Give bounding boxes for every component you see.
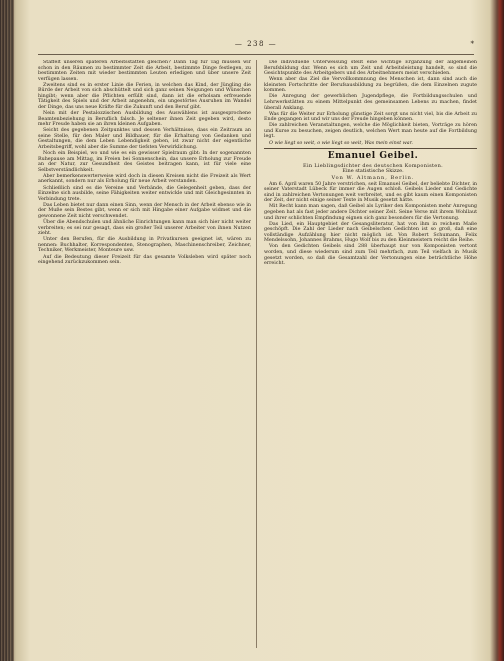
right-column: [264, 60, 477, 650]
paragraph: Über die Abendschulen und ähnliche Einrichtungen kann man sich hier nicht weiter verbreiten; es sei nur gesagt, dass ein großer Teil unserer Arbeiter von ihnen Nutzen zieht.: [38, 220, 251, 237]
column-divider: [256, 60, 257, 648]
paragraph: Das Leben bietet nur dann einen Sinn, wenn der Mensch in der Arbeit ebenso wie in der Muße sein Bestes gibt, wenn er sich mit Hingabe einer Aufgabe widmet und die gewonnene Zeit nicht verschwendet.: [38, 202, 251, 219]
page: [20, 8, 492, 656]
paragraph: Staffelt unseren späteren Arbeitsstätten gleichen? Dann Tag für Tag müssen wir schon in den Räumen zu bestimmter Zeit die Arbeit, bestimmte Dinge festlegen, zu bestimmten Zeiten mit wieder bestimmten Leuten erledigen und über unsere Zeit verfügen lassen.: [38, 60, 251, 82]
paragraph: Das Lied, ein Hauptgebiet der Gesangsliteratur, hat von ihm in reichem Maße geschöpft. Die Zahl der Lieder nach Geibelschen Gedichten ist so groß, daß eine vollständige Aufzählung hier nicht möglich ist. Von Robert Schumann, Felix Mendelssohn, Johannes Brahms, Hugo Wolf bis zu den Kleinmeistern reicht die Reihe.: [264, 221, 477, 244]
paragraph: Die Anregung der gewerblichen Jugendpflege, die Fortbildungsschulen und Lehrwerkstätten zu einem Mittelpunkt des gemeinsamen Lebens zu machen, findet überall Anklang.: [264, 94, 477, 111]
paragraph: Seicht des gegebenen Zeitpunktes und dessen Verhältnisse, dass ein Zeitraum an seine Stelle, für den Maler und Bildhauer, für die Erhaltung von Gedanken und Gestaltungen, die dem Leben Lebendigkeit geben, ist zwar nicht der eigentliche Arbeitsbegriff, wohl aber die Summe der tiefsten Verwirklichung.: [38, 128, 251, 150]
paragraph: Die individuelle Unterweisung stellt eine wichtige Ergänzung der allgemeinen Berufsbildung dar. Wenn es sich um Zeit und Arbeitsleistung handelt, so sind die Gesichtspunkte des Arbeitgebers und des Arbeitnehmers meist verschieden.: [264, 60, 477, 77]
paragraph: Mit Recht kann man sagen, daß Geibel als Lyriker den Komponisten mehr Anregung gegeben hat als fast jeder andere Dichter seiner Zeit. Seine Verse mit ihrem Wohllaut und ihrer schlichten Empfindung eignen sich ganz besonders für die Vertonung.: [264, 204, 477, 221]
paragraph: Nein mit der Pestalozzischen Ausbildung des Auswählens ist ausgesprochene Beamtenbeziehung in Beruflich falsch. Je seltener ihnen Zeit gegeben wird, desto mehr Freude haben sie an ihren kleinen Aufgaben.: [38, 111, 251, 128]
section-rule: [264, 148, 477, 149]
paragraph: Noch ein Beispiel, wo und wie es ein gewisser Spielraum gibt: In der sogenannten Ruhepause am Mittag, im Freien bei Sonnenschein, das unsere Erholung zur Freude an der Natur, zur Gesundheit des Geistes beitragen kann, ist für viele eine Selbstverständlichkeit.: [38, 151, 251, 173]
page-edges: [0, 0, 14, 661]
poem-quote: O wie liegt so weit, o wie liegt so weit, Was mein einst war.: [269, 140, 413, 146]
paragraph: Auf die Bedeutung dieser Freizeit für das gesamte Volksleben wird später noch eingehend zurückzukommen sein.: [38, 254, 251, 266]
article-subtitle: Ein Lieblingsdichter des deutschen Komponisten.: [303, 162, 443, 169]
paragraph: Die zahlreichen Veranstaltungen, welche die Möglichkeit bieten, Vorträge zu hören und Kurse zu besuchen, zeigen deutlich, welchen Wert man heute auf die Fortbildung legt.: [264, 123, 477, 140]
paragraph: Zweitens sind es in erster Linie die Ferien, in welchen das Kind, der Jüngling die Bürde der Arbeit von sich abschüttelt und sich ganz seinen Neigungen und Wünschen hingibt; wenn aber die Pflichten erfüllt sind, dann ist die erholsam erfreuende Tätigkeit des Spiels und der Arbeit angenehm, ein ungestörtes Ausruhen im Wandel der Dinge, das uns neue Kräfte für die Zukunft und den Beruf gibt.: [38, 82, 251, 110]
article-title: Emanuel Geibel.: [327, 151, 419, 162]
page-number: — 238 —: [234, 40, 278, 48]
paragraph: Von den Gedichten Geibels sind 288 überhaupt nur von Komponisten vertont worden, und diese wiederum sind zum Teil mehrfach, zum Teil vielfach in Musik gesetzt worden, so daß die Gesamtzahl der Vertonungen eine beträchtliche Höhe erreicht.: [264, 244, 477, 267]
paragraph: Schließlich sind es die Vereine und Verbände, die Gelegenheit geben, dass der Einzelne sich ausbilde, seine Fähigkeiten weiter entwickle und mit Gleichgesinnten in Verbindung trete.: [38, 185, 251, 202]
left-column: [38, 60, 251, 650]
article-author: Von W. Altmann, Berlin.: [331, 174, 415, 181]
running-head: [38, 38, 474, 55]
paragraph: Was für die Weiter zur Erholung günstige Zeit sorgt uns nicht viel, bis die Arbeit zu Ende gegangen ist und wir uns der Freude hingeben können.: [264, 111, 477, 123]
paragraph: Am 6. April waren 50 Jahre verstrichen, seit Emanuel Geibel, der beliebte Dichter, in seiner Vaterstadt Lübeck für immer die Augen schloß. Geibels Lieder und Gedichte sind in zahlreichen Vertonungen weit verbreitet, und es gibt kaum einen Komponisten der Zeit, der nicht einige seiner Texte in Musik gesetzt hätte.: [264, 181, 477, 204]
paragraph: Unter den Berufen, für die Ausbildung in Privatkursen geeignet ist, wären zu nennen: Buchhalter, Korrespondenten, Stenographen, Maschinenschreiber, Zeichner, Techniker, Werkmeister, Monteure usw.: [38, 237, 251, 254]
paragraph: Aber bemerkenswerterweise wird doch in diesen Kreisen nicht die Freizeit als Wert anerkannt, sondern nur als Erholung für neue Arbeit verstanden.: [38, 173, 251, 185]
header-mark: *: [470, 40, 474, 48]
paragraph: Wenn aber das Ziel die Vervollkommnung des Menschen ist, dann sind auch die kleinsten Fortschritte der Berufsausbildung zu begrüßen, die dem Einzelnen zugute kommen.: [264, 77, 477, 94]
article-subtitle-2: Eine statistische Skizze.: [342, 168, 404, 175]
